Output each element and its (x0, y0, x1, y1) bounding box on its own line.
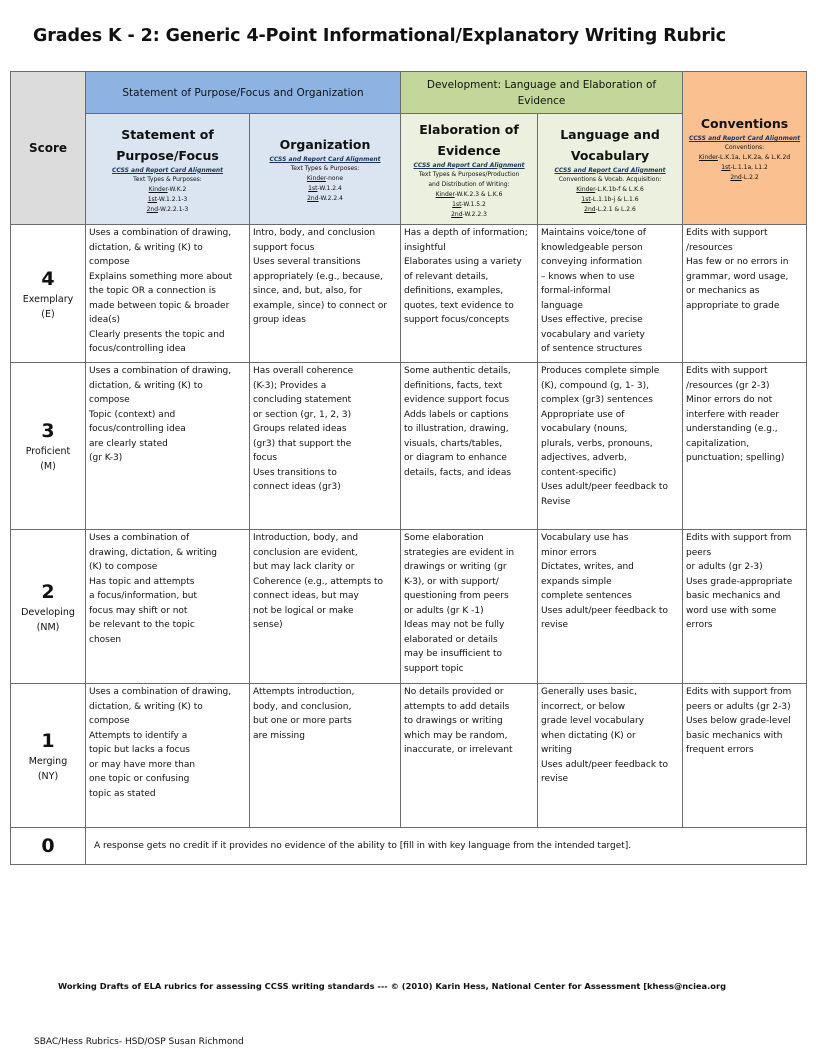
descriptor-line: (gr3) that support the (253, 438, 352, 449)
descriptor-line: Uses several transitions (253, 257, 361, 267)
descriptor-line: the topic OR a connection is (89, 286, 216, 296)
purpose-cell (86, 225, 250, 363)
elaboration-cell (401, 225, 538, 363)
score-code: (NY) (37, 770, 59, 782)
descriptor-line: or may have more than (89, 759, 196, 770)
descriptor-line: expands simple (541, 576, 612, 587)
descriptor-line: Edits with support from (686, 687, 792, 697)
rubric-row-4 (11, 225, 807, 363)
descriptor-line: of sentence structures (541, 344, 643, 354)
descriptor-line: Produces complete simple (541, 366, 660, 376)
conventions-std-1: Conventions: (724, 144, 765, 151)
descriptor-line: Vocabulary use has (541, 533, 629, 543)
conventions-cell (683, 684, 807, 828)
descriptor-line: appropriate to grade (686, 300, 780, 311)
descriptor-line: definitions, facts, text (404, 380, 503, 391)
descriptor-line: support focus (253, 242, 315, 253)
descriptor-line: understanding (e.g., (686, 424, 778, 434)
score-label: Exemplary (22, 293, 74, 305)
elaboration-cell (401, 684, 538, 828)
elaboration-cell (401, 530, 538, 684)
purpose-cell (86, 530, 250, 684)
organization-ccss: CCSS and Report Card Alignment (269, 156, 381, 163)
descriptor-line: to illustration, drawing, (404, 424, 509, 434)
descriptor-line: Ideas may not be fully (404, 620, 505, 630)
std-text: -L.2.1 & L.2.6 (595, 205, 636, 213)
descriptor-line: basic mechanics with (686, 730, 783, 741)
language-cell (538, 530, 683, 684)
descriptor-line: adjectives, adverb, (541, 453, 627, 463)
descriptor-line: Edits with support from (686, 533, 792, 543)
descriptor-line: but may lack clarity or (253, 562, 355, 572)
descriptor-line: visuals, charts/tables, (404, 438, 503, 449)
conventions-std-2 (686, 153, 803, 163)
rubric-row-3 (11, 363, 807, 530)
descriptor-line: Has a depth of information; (404, 228, 528, 238)
descriptor-line: Explains something more about (89, 271, 233, 282)
descriptor-line: punctuation; spelling) (686, 453, 785, 463)
language-cell (538, 684, 683, 828)
descriptor-line: but one or more parts (253, 716, 352, 726)
elaboration-title-1: Elaboration of (419, 121, 519, 137)
score-code: (NM) (36, 621, 60, 633)
grade-1st: 1st (308, 185, 318, 192)
purpose-std-3 (89, 195, 246, 205)
grade-2nd: 2nd (451, 210, 463, 218)
descriptor-line: connect ideas, but may (253, 591, 359, 601)
organization-cell (250, 225, 401, 363)
purpose-title-1: Statement of (121, 126, 214, 142)
rubric-row-2 (11, 530, 807, 684)
group-header-purpose-organization: Statement of Purpose/Focus and Organization (86, 72, 401, 114)
organization-cell (250, 684, 401, 828)
descriptor-line: support focus/concepts (404, 315, 510, 325)
purpose-title-2: Purpose/Focus (116, 147, 219, 163)
std-text: -L.K.1a, L.K.2a, & L.K.2d (717, 154, 791, 161)
descriptor-line: attempts to add details (404, 701, 510, 712)
descriptor-line: of relevant details, (404, 271, 489, 282)
grade-1st: 1st (147, 195, 157, 203)
footer-credit: Working Drafts of ELA rubrics for assessing CCSS writing standards --- © (2010) Karin Hess, National Center for Assessment [khess@nciea.org (58, 981, 727, 991)
descriptor-line: compose (89, 257, 130, 267)
grade-1st: 1st (581, 195, 591, 203)
descriptor-line: Topic (context) and (89, 409, 176, 420)
purpose-std-2 (89, 185, 246, 195)
purpose-std-1: Text Types & Purposes: (133, 175, 202, 183)
descriptor-line: vocabulary and variety (541, 329, 645, 340)
descriptor-line: are clearly stated (89, 438, 168, 449)
grade-kinder: Kinder (148, 185, 168, 193)
descriptor-line: peers or adults (gr 2-3) (686, 701, 791, 712)
grade-1st: 1st (452, 200, 462, 208)
descriptor-line: grade level vocabulary (541, 716, 645, 726)
elaboration-std-2 (404, 190, 534, 200)
descriptor-line: Attempts introduction, (253, 687, 355, 697)
score-label: Merging (28, 755, 68, 767)
descriptor-line: body, and conclusion, (253, 701, 352, 712)
descriptor-line: interfere with reader (686, 409, 780, 420)
descriptor-line: example, since) to connect or (253, 300, 388, 311)
conventions-ccss: CCSS and Report Card Alignment (688, 135, 801, 142)
std-text: -W.2.2.3 (462, 210, 487, 218)
descriptor-line: Minor errors do not (686, 395, 773, 405)
descriptor-line: Generally uses basic, (541, 687, 637, 697)
descriptor-line: or section (gr, 1, 2, 3) (253, 409, 352, 420)
std-text: -W.2.2.1-3 (158, 205, 189, 213)
descriptor-line: evidence support focus (404, 395, 510, 405)
organization-cell (250, 530, 401, 684)
descriptor-line: one topic or confusing (89, 774, 190, 784)
descriptor-line: compose (89, 395, 130, 405)
descriptor-line: group ideas (253, 315, 306, 325)
score-value: 1 (41, 729, 55, 752)
conventions-header (683, 72, 807, 225)
grade-2nd: 2nd (307, 195, 319, 202)
descriptor-line: focus/controlling idea (89, 424, 186, 434)
descriptor-line: connect ideas (gr3) (253, 482, 341, 492)
descriptor-line: Some authentic details, (404, 366, 511, 376)
score-value: 2 (41, 580, 55, 603)
descriptor-line: which may be random, (404, 730, 508, 741)
zero-description: A response gets no credit if it provides no evidence of the ability to [fill in with key language from the intended target]. (86, 828, 807, 865)
elaboration-std-4 (404, 210, 534, 220)
descriptor-line: are missing (253, 730, 305, 741)
purpose-cell (86, 363, 250, 530)
score-cell (11, 530, 86, 684)
elaboration-std-1: Text Types & Purposes/Production (418, 170, 520, 178)
descriptor-line: Uses adult/peer feedback to (541, 759, 668, 770)
descriptor-line: Has few or no errors in (686, 257, 789, 267)
descriptor-line: – knows when to use (541, 271, 635, 282)
organization-header (250, 114, 401, 225)
elaboration-ccss: CCSS and Report Card Alignment (413, 161, 525, 169)
language-std-2 (541, 185, 679, 195)
conventions-std-4 (686, 173, 803, 183)
std-text: -L.K.1b-f & L.K.6 (595, 185, 644, 193)
descriptor-line: to drawings or writing (404, 716, 503, 726)
grade-kinder: Kinder (435, 190, 455, 198)
grade-2nd: 2nd (584, 205, 596, 213)
descriptor-line: Adds labels or captions (404, 409, 509, 420)
descriptor-line: complete sentences (541, 591, 632, 601)
descriptor-line: minor errors (541, 547, 597, 558)
rubric-row-0 (11, 828, 807, 865)
descriptor-line: Appropriate use of (541, 409, 625, 420)
score-code: (M) (40, 461, 56, 472)
grade-2nd: 2nd (730, 174, 742, 181)
score-cell (11, 684, 86, 828)
descriptor-line: writing (541, 745, 573, 755)
language-ccss: CCSS and Report Card Alignment (554, 166, 666, 174)
descriptor-line: Uses a combination of drawing, (89, 228, 232, 238)
descriptor-line: peers (686, 547, 712, 558)
score-header: Score (11, 72, 86, 225)
descriptor-line: Attempts to identify a (89, 730, 188, 741)
descriptor-line: since, and, but, also, for (253, 286, 362, 296)
std-text: -W.K.2.3 & L.K.6 (454, 190, 503, 198)
descriptor-line: (K) to compose (89, 562, 158, 572)
descriptor-line: appropriately (e.g., because, (253, 271, 383, 282)
descriptor-line: inaccurate, or irrelevant (404, 745, 513, 755)
descriptor-line: may be insufficient to (404, 649, 502, 659)
std-text: -L.2.2 (741, 174, 759, 181)
rubric-table (10, 71, 807, 865)
score-cell (11, 363, 86, 530)
language-std-4 (541, 205, 679, 215)
descriptor-line: Elaborates using a variety (404, 257, 522, 267)
descriptor-line: (gr K-3) (89, 453, 123, 463)
descriptor-line: dictation, & writing (K) to (89, 242, 203, 253)
score-label: Proficient (25, 446, 71, 457)
purpose-ccss: CCSS and Report Card Alignment (111, 166, 224, 174)
language-cell (538, 363, 683, 530)
descriptor-line: Uses a combination of drawing, (89, 687, 232, 697)
page-title: Grades K - 2: Generic 4-Point Informational/Explanatory Writing Rubric (33, 26, 727, 46)
descriptor-line: sense) (253, 620, 283, 630)
descriptor-line: drawing, dictation, & writing (89, 547, 217, 558)
descriptor-line: language (541, 300, 583, 311)
descriptor-line: Edits with support (686, 366, 768, 376)
descriptor-line: definitions, examples, (404, 286, 504, 296)
descriptor-line: topic but lacks a focus (89, 745, 190, 755)
language-cell (538, 225, 683, 363)
descriptor-line: conclusion are evident, (253, 547, 358, 558)
descriptor-line: grammar, word usage, (686, 271, 789, 282)
descriptor-line: knowledgeable person (541, 242, 643, 253)
descriptor-line: Has overall coherence (253, 366, 354, 376)
descriptor-line: Introduction, body, and (253, 533, 359, 543)
language-std-1: Conventions & Vocab. Acquisition: (558, 175, 662, 183)
grade-kinder: Kinder (306, 175, 326, 182)
descriptor-line: /resources (gr 2-3) (686, 380, 770, 391)
score-label: Developing (21, 606, 75, 618)
score-value: 0 (41, 835, 55, 857)
conventions-cell (683, 363, 807, 530)
organization-std-1: Text Types & Purposes: (290, 165, 360, 172)
std-text: -W.K.2 (167, 185, 187, 193)
descriptor-line: Uses a combination of (89, 533, 190, 543)
descriptor-line: a focus/information, but (89, 591, 198, 601)
descriptor-line: incorrect, or below (541, 701, 626, 712)
score-value: 4 (41, 267, 55, 290)
descriptor-line: frequent errors (686, 745, 754, 755)
descriptor-line: compose (89, 716, 130, 726)
descriptor-line: made between topic & broader (89, 300, 230, 311)
elaboration-header (401, 114, 538, 225)
descriptor-line: or adults (gr 2-3) (686, 562, 763, 572)
descriptor-line: support topic (404, 663, 464, 674)
descriptor-line: word use with some (686, 605, 777, 616)
conventions-cell (683, 225, 807, 363)
elaboration-title-2: Evidence (437, 142, 501, 158)
descriptor-line: topic as stated (89, 788, 156, 799)
conventions-cell (683, 530, 807, 684)
descriptor-line: or adults (gr K -1) (404, 605, 484, 616)
descriptor-line: Revise (541, 496, 571, 507)
descriptor-line: Groups related ideas (253, 424, 347, 434)
descriptor-line: Uses adult/peer feedback to (541, 482, 668, 492)
descriptor-line: capitalization, (686, 438, 750, 449)
descriptor-line: Uses below grade-level (686, 716, 791, 726)
descriptor-line: Uses effective, precise (541, 315, 643, 325)
descriptor-line: formal-informal (541, 286, 611, 296)
descriptor-line: conveying information (541, 257, 643, 267)
std-text: -W.1.2.4 (317, 185, 342, 192)
descriptor-line: strategies are evident in (404, 547, 515, 558)
descriptor-line: drawings or writing (gr (404, 562, 507, 572)
purpose-std-4 (89, 205, 246, 215)
grade-2nd: 2nd (146, 205, 159, 213)
elaboration-cell (401, 363, 538, 530)
std-text: -W.1.5.2 (461, 200, 486, 208)
descriptor-line: basic mechanics and (686, 591, 781, 601)
std-text: -W.1.2.1-3 (156, 195, 188, 203)
descriptor-line: concluding statement (253, 395, 352, 405)
descriptor-line: questioning from peers (404, 591, 509, 601)
descriptor-line: elaborated or details (404, 634, 498, 645)
language-header (538, 114, 683, 225)
descriptor-line: details, facts, and ideas (404, 467, 512, 478)
score-cell (11, 225, 86, 363)
descriptor-line: Intro, body, and conclusion (253, 228, 376, 238)
language-title-2: Vocabulary (570, 147, 650, 163)
descriptor-line: (K), compound (g, 1- 3), (541, 380, 649, 391)
group-header-development: Development: Language and Elaboration of Evidence (401, 72, 683, 114)
descriptor-line: dictation, & writing (K) to (89, 380, 203, 391)
language-title-1: Language and (560, 126, 660, 142)
descriptor-line: focus (253, 453, 278, 463)
descriptor-line: be relevant to the topic (89, 620, 195, 630)
grade-kinder: Kinder (576, 185, 596, 193)
rubric-row-1 (11, 684, 807, 828)
descriptor-line: plurals, verbs, pronouns, (541, 438, 653, 449)
organization-cell (250, 363, 401, 530)
descriptor-line: K-3), or with support/ (404, 576, 499, 587)
std-text: -L.1.1b-j & L.1.6 (590, 195, 639, 203)
organization-title: Organization (279, 137, 371, 152)
organization-std-2 (253, 174, 397, 184)
descriptor-line: vocabulary (nouns, (541, 424, 628, 434)
elaboration-std-3 (404, 200, 534, 210)
descriptor-line: quotes, text evidence to (404, 300, 514, 311)
grade-1st: 1st (721, 164, 731, 171)
descriptor-line: not be logical or make (253, 605, 354, 616)
descriptor-line: focus/controlling idea (89, 344, 186, 354)
descriptor-line: Has topic and attempts (89, 576, 195, 587)
conventions-title: Conventions (700, 116, 789, 131)
descriptor-line: No details provided or (404, 687, 504, 697)
descriptor-line: Uses adult/peer feedback to (541, 605, 668, 616)
descriptor-line: revise (541, 774, 569, 784)
descriptor-line: chosen (89, 634, 122, 645)
descriptor-line: complex (gr3) sentences (541, 395, 653, 405)
grade-kinder: Kinder (698, 154, 718, 161)
score-value: 3 (41, 420, 55, 442)
descriptor-line: dictation, & writing (K) to (89, 701, 203, 712)
descriptor-line: Uses transitions to (253, 467, 337, 478)
std-text: -L.1.1a, L1.2 (730, 164, 768, 171)
descriptor-line: (K-3); Provides a (253, 380, 327, 391)
descriptor-line: focus may shift or not (89, 605, 188, 616)
purpose-header (86, 114, 250, 225)
std-text: -W.2.2.4 (318, 195, 343, 202)
descriptor-line: when dictating (K) or (541, 730, 636, 741)
descriptor-line: errors (686, 620, 713, 630)
language-std-3 (541, 195, 679, 205)
descriptor-line: Coherence (e.g., attempts to (253, 576, 384, 587)
score-cell (11, 828, 86, 865)
descriptor-line: Uses a combination of drawing, (89, 366, 232, 376)
organization-std-4 (253, 194, 397, 204)
descriptor-line: /resources (686, 242, 733, 253)
descriptor-line: Edits with support (686, 228, 768, 238)
organization-std-3 (253, 184, 397, 194)
descriptor-line: or diagram to enhance (404, 453, 507, 463)
elaboration-std-1b: and Distribution of Writing: (428, 180, 510, 188)
std-text: -none (325, 175, 344, 182)
descriptor-line: idea(s) (89, 315, 120, 325)
descriptor-line: revise (541, 620, 569, 630)
descriptor-line: Some elaboration (404, 533, 484, 543)
descriptor-line: Maintains voice/tone of (541, 228, 646, 238)
bottom-note: SBAC/Hess Rubrics- HSD/OSP Susan Richmond (34, 1037, 244, 1047)
descriptor-line: or mechanics as (686, 286, 760, 296)
purpose-cell (86, 684, 250, 828)
descriptor-line: Uses grade-appropriate (686, 576, 793, 587)
conventions-std-3 (686, 163, 803, 173)
descriptor-line: insightful (404, 242, 446, 253)
descriptor-line: content-specific) (541, 467, 617, 478)
descriptor-line: Clearly presents the topic and (89, 329, 225, 340)
score-code: (E) (41, 308, 55, 320)
descriptor-line: Dictates, writes, and (541, 562, 634, 572)
